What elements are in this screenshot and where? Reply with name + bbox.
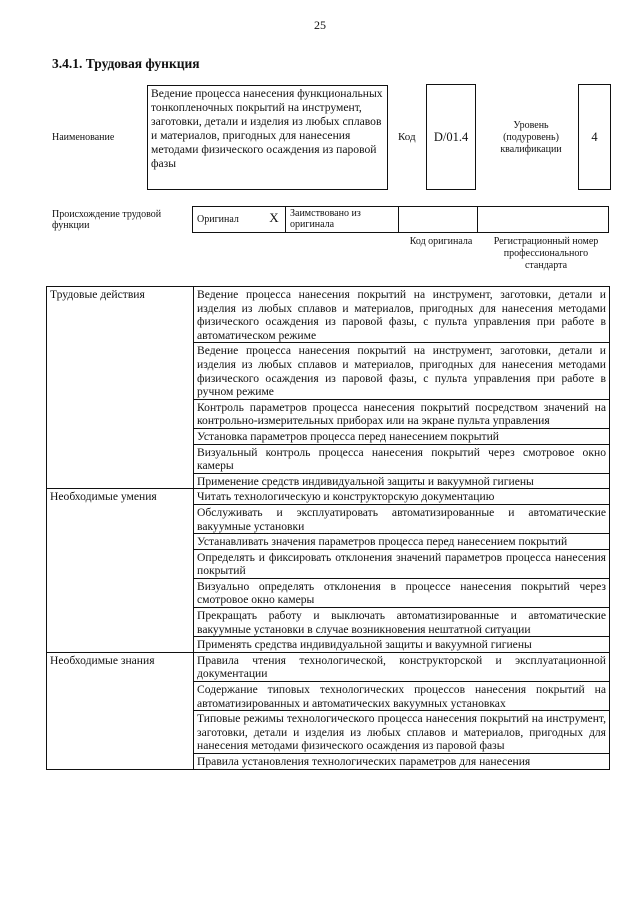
code-original-caption: Код оригинала <box>409 236 473 247</box>
code-value: D/01.4 <box>426 84 476 190</box>
table-row <box>47 287 610 343</box>
table-cell: Определять и фиксировать отклонения значений параметров процесса нанесения покрытий <box>194 549 610 578</box>
code-original-cell <box>399 207 478 233</box>
original-mark: X <box>263 207 286 233</box>
level-value: 4 <box>578 84 611 190</box>
borrowed-label: Заимствовано из оригинала <box>286 207 399 233</box>
table-cell: Визуальный контроль процесса нанесения покрытий через смотровое окно камеры <box>194 444 610 473</box>
function-name-value: Ведение процесса нанесения функциональных тонкопленочных покрытий на инструмент, заготовки, детали и изделия из любых сплавов и материалов, пригодных для нанесения методами физического осаждения из паровой фазы <box>147 85 388 190</box>
table-cell: Устанавливать значения параметров процесса перед нанесением покрытий <box>194 534 610 550</box>
page-number: 25 <box>314 18 326 32</box>
table-cell: Установка параметров процесса перед нанесением покрытий <box>194 428 610 444</box>
original-label: Оригинал <box>193 207 264 233</box>
table-cell: Содержание типовых технологических процессов нанесения покрытий на автоматизированных и автоматических вакуумных установках <box>194 682 610 711</box>
table-cell: Обслуживать и эксплуатировать автоматизированные и автоматические вакуумные установки <box>194 504 610 533</box>
category-label: Трудовые действия <box>47 287 194 489</box>
table-cell: Правила чтения технологической, конструкторской и эксплуатационной документации <box>194 652 610 681</box>
reg-number-cell <box>478 207 609 233</box>
table-cell: Ведение процесса нанесения покрытий на инструмент, заготовки, детали и изделия из любых сплавов и материалов, пригодных для нанесения методами физического осаждения из паровой фазы, с пульта управления при работе в автоматическом режиме <box>194 287 610 343</box>
table-cell: Прекращать работу и выключать автоматизированные и автоматические вакуумные установки в случае возникновения нештатной ситуации <box>194 608 610 637</box>
origin-label: Происхождение трудовой функции <box>52 209 162 231</box>
origin-table <box>192 206 609 233</box>
level-label: Уровень (подуровень) квалификации <box>500 120 562 155</box>
table-cell: Читать технологическую и конструкторскую документацию <box>194 489 610 505</box>
section-title: 3.4.1. Трудовая функция <box>52 56 200 71</box>
table-cell: Ведение процесса нанесения покрытий на инструмент, заготовки, детали и изделия из любых сплавов и материалов, пригодных для нанесения методами физического осаждения из паровой фазы, с пульта управления при работе в ручном режиме <box>194 343 610 399</box>
table-cell: Применять средства индивидуальной защиты и вакуумной гигиены <box>194 637 610 653</box>
category-label: Необходимые умения <box>47 489 194 653</box>
table-cell: Визуально определять отклонения в процессе нанесения покрытий через смотровое окно камеры <box>194 578 610 607</box>
code-label: Код <box>398 131 416 143</box>
function-table <box>46 286 610 770</box>
reg-number-caption: Регистрационный номер профессионального стандарта <box>493 236 599 271</box>
table-cell: Типовые режимы технологического процесса нанесения покрытий на инструмент, заготовки, детали и изделия из любых сплавов и материалов, пригодных для нанесения методами физического осаждения из паровой фазы <box>194 711 610 754</box>
table-cell: Применение средств индивидуальной защиты и вакуумной гигиены <box>194 473 610 489</box>
category-label: Необходимые знания <box>47 652 194 769</box>
table-cell: Правила установления технологических параметров для нанесения <box>194 754 610 770</box>
table-row <box>47 652 610 681</box>
name-label: Наименование <box>52 132 115 143</box>
table-cell: Контроль параметров процесса нанесения покрытий посредством значений на контрольно-измерительных приборах или на экране пульта управления <box>194 399 610 428</box>
table-row <box>47 489 610 505</box>
